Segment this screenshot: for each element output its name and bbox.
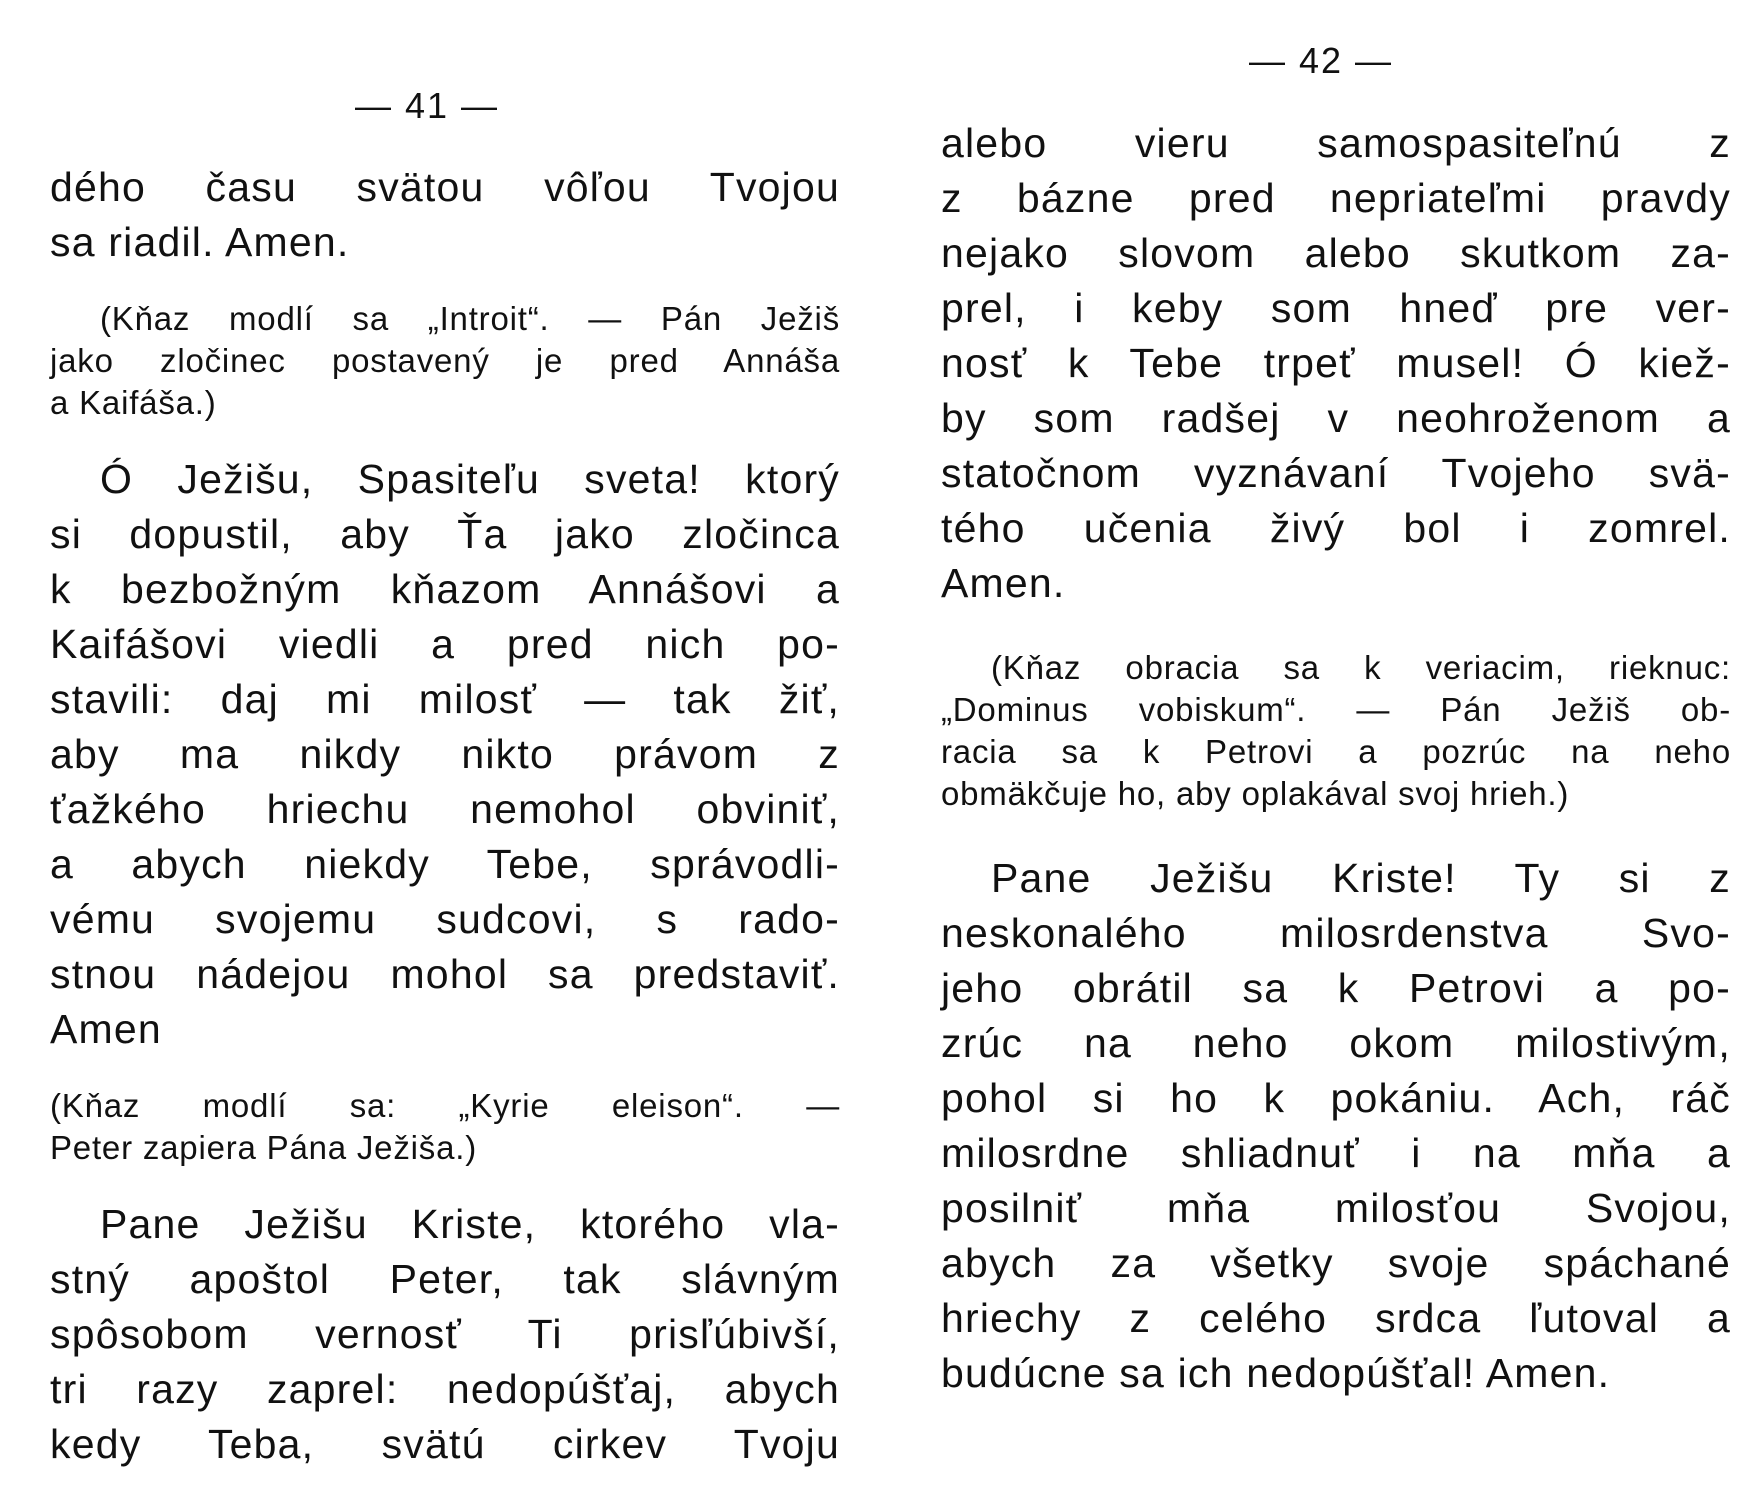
- right-page: [879, 0, 1758, 1500]
- rubric-line: a Kaifáša.): [50, 384, 217, 421]
- text-line: kedy Teba, svätú cirkev Tvoju: [50, 1421, 840, 1467]
- text-line: alebo vieru samospasiteľnú z: [941, 120, 1731, 166]
- text-line: tého učenia živý bol i zomrel.: [941, 505, 1731, 551]
- text-line: Amen.: [941, 560, 1066, 606]
- text-line: stný apoštol Peter, tak slávným: [50, 1256, 840, 1302]
- text-line: tri razy zaprel: nedopúšťaj, abych: [50, 1366, 840, 1412]
- prayer-paragraph: [50, 452, 840, 1057]
- text-line: sa riadil. Amen.: [50, 219, 350, 265]
- rubric-line: (Kňaz modlí sa „Introit“. — Pán Ježiš: [100, 300, 840, 337]
- text-line: stnou nádejou mohol sa predstaviť.: [50, 951, 840, 997]
- text-line: statočnom vyznávaní Tvojeho svä-: [941, 450, 1731, 496]
- rubric-line: Peter zapiera Pána Ježiša.): [50, 1129, 477, 1166]
- text-line: Pane Ježišu Kriste, ktorého vla-: [100, 1201, 840, 1247]
- left-text-column: [50, 160, 840, 1472]
- rubric-line: (Kňaz modlí sa: „Kyrie eleison“. —: [50, 1087, 840, 1124]
- text-line: jeho obrátil sa k Petrovi a po-: [941, 965, 1731, 1011]
- text-line: stavili: daj mi milosť — tak žiť,: [50, 676, 840, 722]
- text-line: neskonalého milosrdenstva Svo-: [941, 910, 1731, 956]
- text-line: Pane Ježišu Kriste! Ty si z: [991, 855, 1731, 901]
- rubric-line: racia sa k Petrovi a pozrúc na neho: [941, 733, 1731, 770]
- rubric-line: jako zločinec postavený je pred Annáša: [50, 342, 840, 379]
- text-line: abych za všetky svoje spáchané: [941, 1240, 1731, 1286]
- text-line: pohol si ho k pokániu. Ach, ráč: [941, 1075, 1731, 1121]
- text-line: milosrdne shliadnuť i na mňa a: [941, 1130, 1731, 1176]
- text-line: spôsobom vernosť Ti prisľúbivší,: [50, 1311, 840, 1357]
- prayer-end-paragraph: [941, 116, 1731, 611]
- text-line: budúcne sa ich nedopúšťal! Amen.: [941, 1350, 1611, 1396]
- page-number: — 42 —: [1249, 40, 1394, 81]
- text-line: si dopustil, aby Ťa jako zločinca: [50, 511, 840, 557]
- text-line: Ó Ježišu, Spasiteľu sveta! ktorý: [100, 456, 840, 502]
- text-line: ťažkého hriechu nemohol obviniť,: [50, 786, 840, 832]
- text-line: a abych niekdy Tebe, správodli-: [50, 841, 840, 887]
- rubric-dominus-vobiscum: [941, 647, 1731, 815]
- text-line: aby ma nikdy nikto právom z: [50, 731, 840, 777]
- rubric-introit: [50, 298, 840, 424]
- prayer-paragraph: [50, 1197, 840, 1472]
- rubric-line: (Kňaz obracia sa k veriacim, rieknuc:: [991, 649, 1731, 686]
- page-number: — 41 —: [355, 85, 500, 126]
- text-line: nejako slovom alebo skutkom za-: [941, 230, 1731, 276]
- text-line: z bázne pred nepriateľmi pravdy: [941, 175, 1731, 221]
- text-line: prel, i keby som hneď pre ver-: [941, 285, 1731, 331]
- text-line: dého času svätou vôľou Tvojou: [50, 164, 840, 210]
- text-line: hriechy z celého srdca ľutoval a: [941, 1295, 1731, 1341]
- text-line: by som radšej v neohroženom a: [941, 395, 1731, 441]
- rubric-line: obmäkčuje ho, aby oplakával svoj hrieh.): [941, 775, 1570, 812]
- prayer-end-paragraph: [50, 160, 840, 270]
- right-text-column: [941, 116, 1731, 1401]
- text-line: k bezbožným kňazom Annášovi a: [50, 566, 840, 612]
- rubric-kyrie: [50, 1085, 840, 1169]
- rubric-line: „Dominus vobiskum“. — Pán Ježiš ob-: [941, 691, 1731, 728]
- text-line: vému svojemu sudcovi, s rado-: [50, 896, 840, 942]
- text-line: zrúc na neho okom milostivým,: [941, 1020, 1731, 1066]
- prayer-paragraph: [941, 851, 1731, 1401]
- text-line: nosť k Tebe trpeť musel! Ó kiež-: [941, 340, 1731, 386]
- text-line: Kaifášovi viedli a pred nich po-: [50, 621, 840, 667]
- text-line: Amen: [50, 1006, 162, 1052]
- text-line: posilniť mňa milosťou Svojou,: [941, 1185, 1731, 1231]
